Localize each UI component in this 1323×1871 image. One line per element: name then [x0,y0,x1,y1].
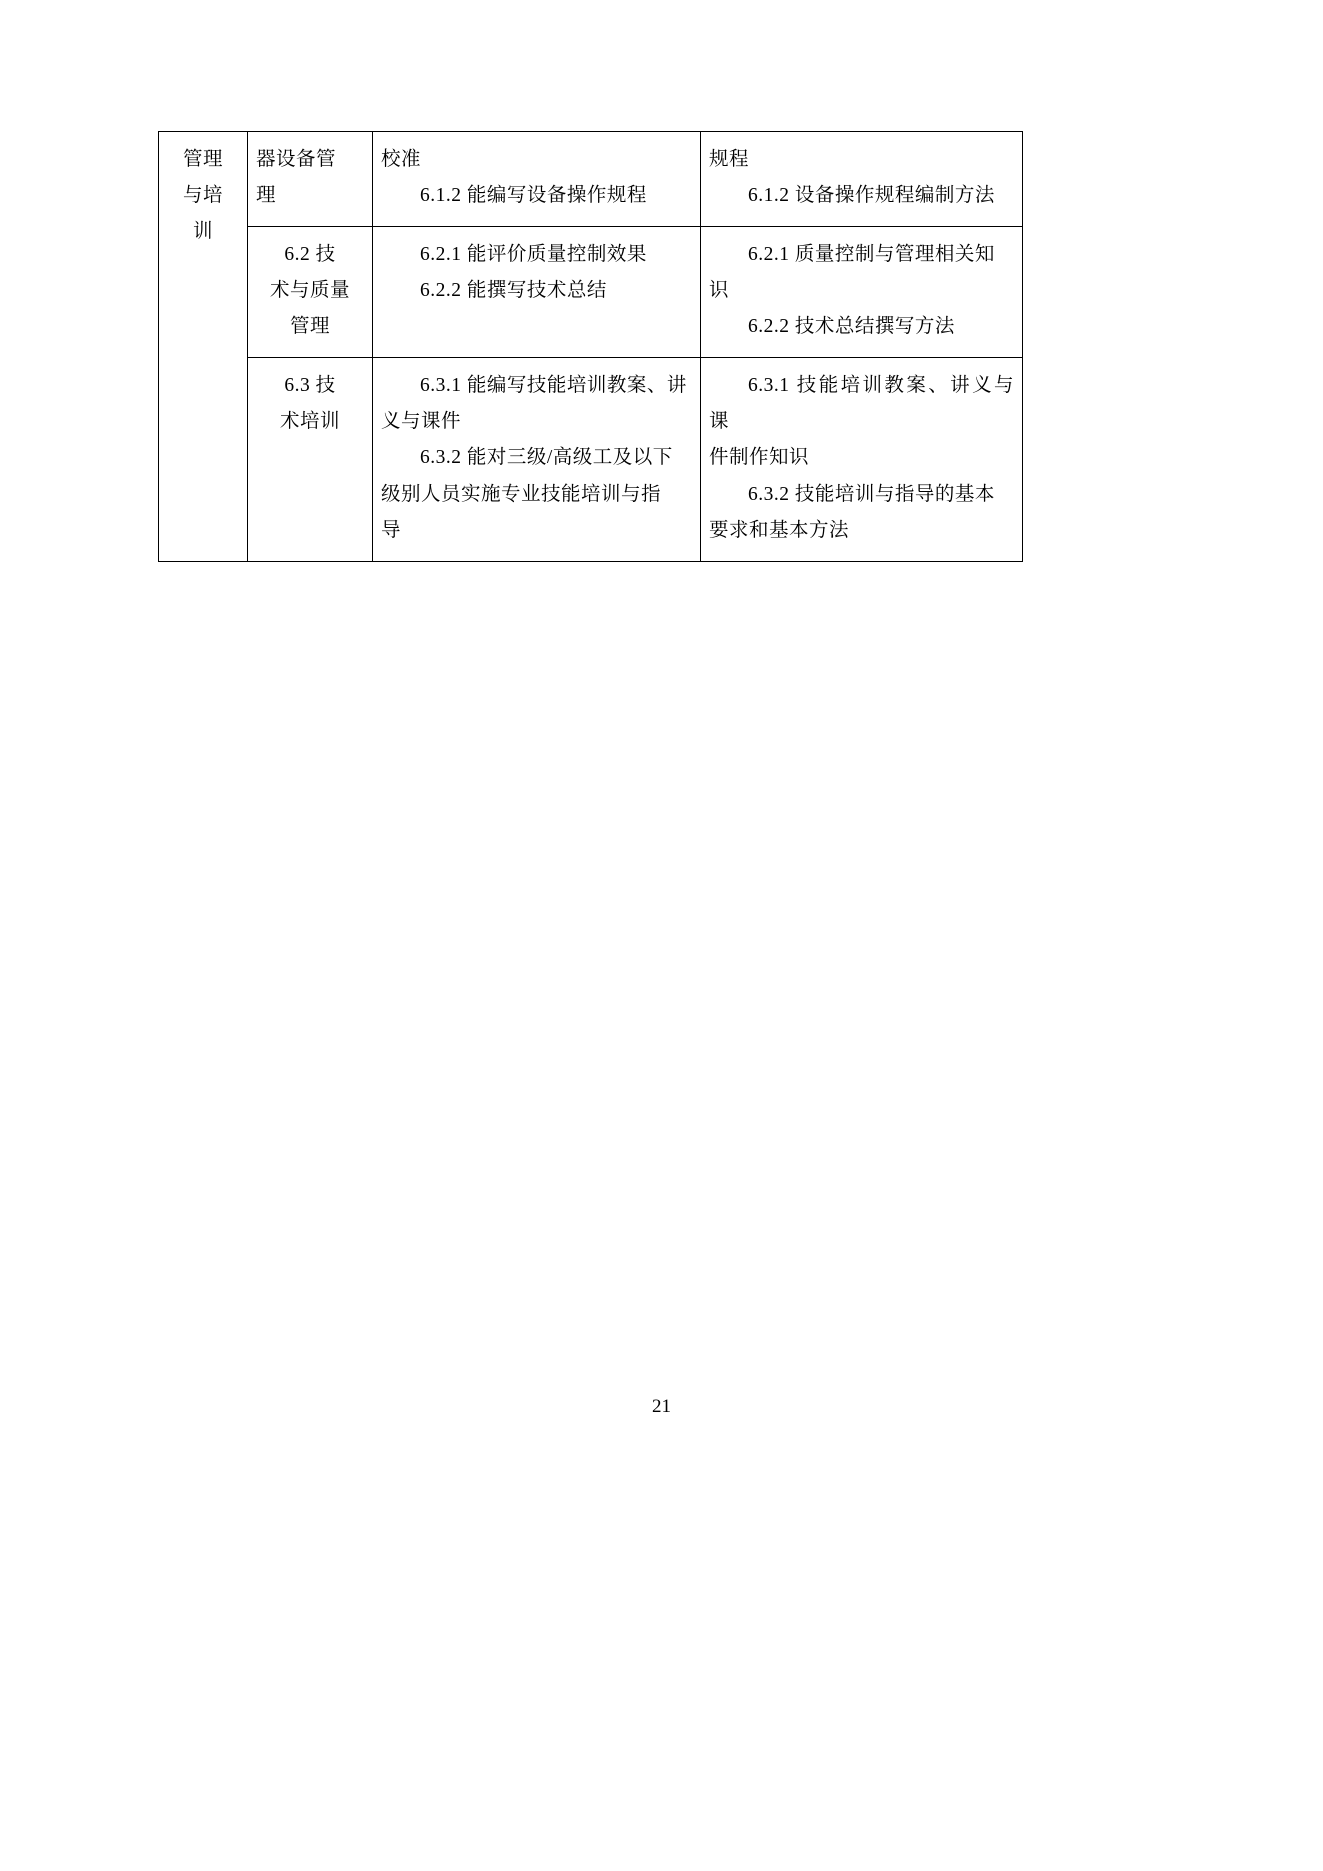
cell-line: 6.3.1 能编写技能培训教案、讲 [420,375,687,397]
cell-line: 管理 [182,149,223,170]
table-row [159,358,1023,561]
cell-line: 6.2.1 能评价质量控制效果 [420,244,647,266]
cell-knowledge-3 [701,358,1023,561]
cell-line: 管理 [289,316,330,338]
cell-knowledge-1 [701,132,1023,227]
cell-line: 6.1.2 能编写设备操作规程 [420,185,647,207]
cell-line: 6.3.2 技能培训与指导的基本 [748,483,995,505]
cell-line: 导 [381,519,402,541]
cell-line: 术培训 [279,411,340,433]
cell-line: 与培 [182,185,223,207]
cell-line: 理 [256,185,277,207]
cell-line: 6.3.2 能对三级/高级工及以下 [420,447,673,469]
cell-line: 级别人员实施专业技能培训与指 [381,483,662,505]
cell-line: 6.2 技 [284,244,336,266]
cell-line: 6.3.1 技能培训教案、讲义与课 [709,375,1014,433]
cell-subcategory-1 [248,132,373,227]
cell-skill-1 [373,132,701,227]
page-number: 21 [652,1396,671,1417]
cell-line: 规程 [709,149,750,170]
skill-requirements-table-wrapper [158,131,1014,562]
cell-knowledge-2 [701,227,1023,358]
cell-skill-2 [373,227,701,358]
cell-line: 训 [192,221,213,243]
cell-line: 术与质量 [269,280,350,302]
cell-category [159,132,248,562]
cell-skill-3 [373,358,701,561]
cell-line: 件制作知识 [709,447,810,469]
cell-subcategory-3 [248,358,373,561]
cell-line: 义与课件 [381,411,462,433]
cell-line: 6.2.2 能撰写技术总结 [420,280,607,302]
cell-line: 6.1.2 设备操作规程编制方法 [748,185,995,207]
table-row [159,132,1023,227]
cell-line: 6.3 技 [284,375,336,397]
cell-line: 6.2.1 质量控制与管理相关知 [748,244,995,266]
cell-line: 识 [709,280,730,302]
cell-line: 6.2.2 技术总结撰写方法 [748,316,955,338]
cell-line: 校准 [381,149,422,170]
cell-line: 要求和基本方法 [709,519,850,541]
table-row [159,227,1023,358]
cell-line: 器设备管 [256,149,337,170]
cell-subcategory-2 [248,227,373,358]
skill-requirements-table [158,131,1023,562]
